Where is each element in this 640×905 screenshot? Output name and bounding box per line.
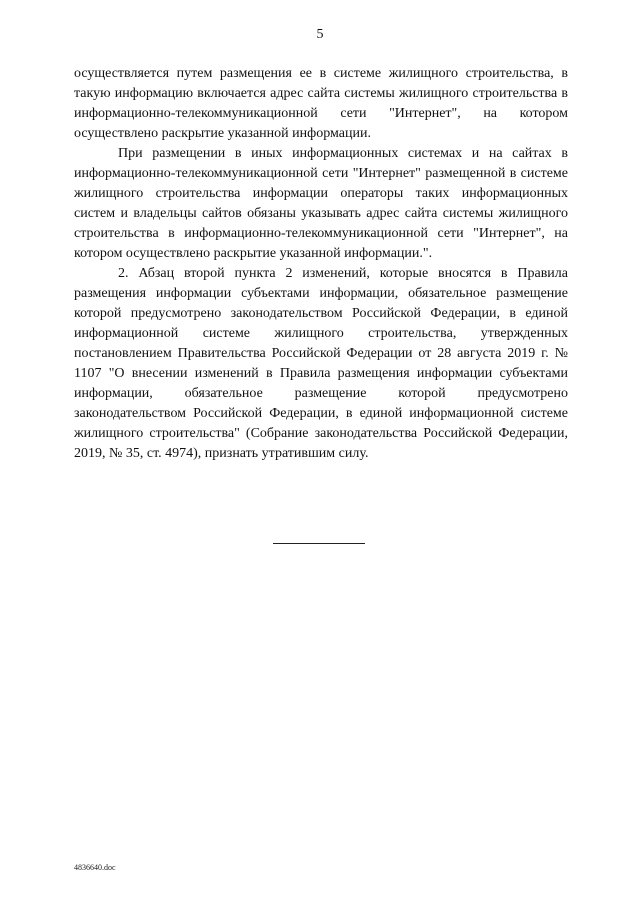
file-reference: 4836640.doc [74, 863, 116, 872]
paragraph-other-systems: При размещении в иных информационных системах и на сайтах в информационно-телекоммуникационной сети "Интернет" размещенной в системе жилищного строительства информации операторы таких информационных систем и владельцы сайтов обязаны указывать адрес сайта системы жилищного строительства в информационно-телекоммуникационной сети "Интернет", на котором осуществлено раскрытие указанной информации.". [74, 146, 568, 261]
document-body [74, 64, 568, 464]
paragraph-item-2: 2. Абзац второй пункта 2 изменений, которые вносятся в Правила размещения информации субъектами информации, обязательное размещение которой предусмотрено законодательством Российской Федерации, в единой информационной системе жилищного строительства, утвержденных постановлением Правительства Российской Федерации от 28 августа 2019 г. № 1107 "О внесении изменений в Правила размещения информации субъектами информации, обязательное размещение которой предусмотрено законодательством Российской Федерации, в единой информационной системе жилищного строительства" (Собрание законодательства Российской Федерации, 2019, № 35, ст. 4974), признать утратившим силу. [74, 266, 568, 461]
page-number: 5 [316, 27, 324, 42]
end-divider [273, 543, 365, 544]
paragraph-continuation: осуществляется путем размещения ее в системе жилищного строительства, в такую информацию включается адрес сайта системы жилищного строительства в информационно-телекоммуникационной сети "Интернет", на котором осуществлено раскрытие указанной информации. [74, 66, 568, 141]
